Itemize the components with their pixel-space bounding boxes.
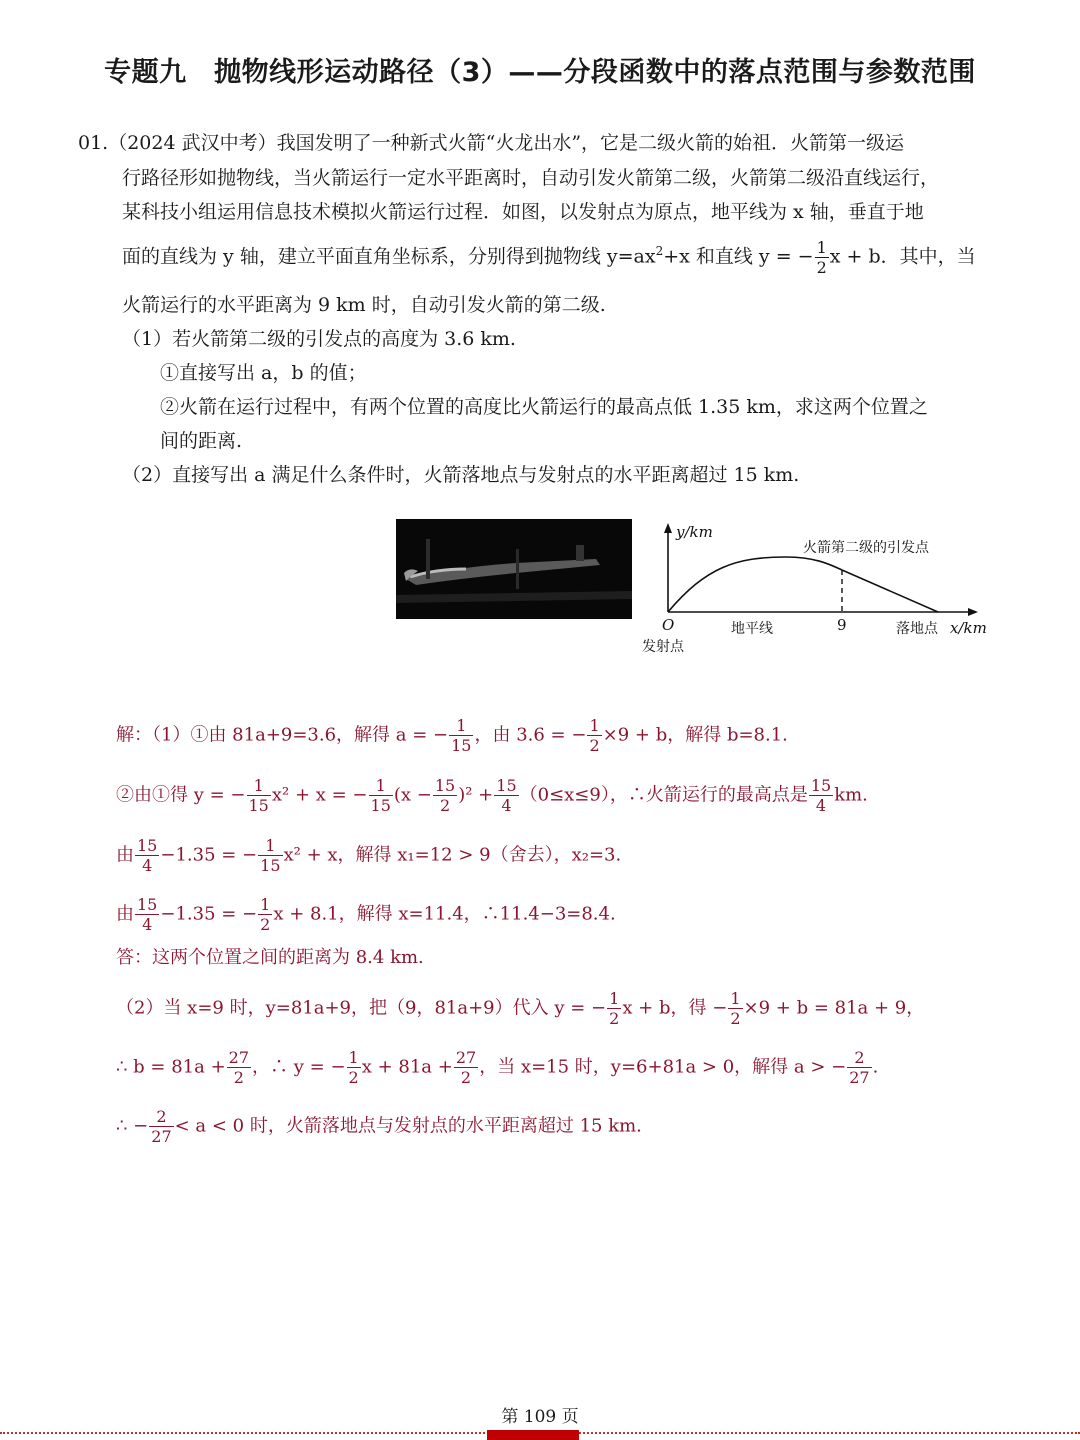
y-axis-label: y/km: [676, 523, 713, 541]
question-source: （2024 武汉中考）: [108, 132, 277, 154]
trajectory-figure: [636, 515, 996, 665]
question-part-1: （1）若火箭第二级的引发点的高度为 3.6 km.: [122, 328, 516, 350]
question-line-3: 某科技小组运用信息技术模拟火箭运行过程．如图，以发射点为原点，地平线为 x 轴，垂直于地: [122, 201, 924, 223]
question-part-1b: ②火箭在运行过程中，有两个位置的高度比火箭运行的最高点低 1.35 km，求这两个位置之: [160, 396, 928, 418]
second-stage-line: [842, 570, 938, 612]
question-number: 01.: [78, 132, 109, 154]
question-part-1b-cont: 间的距离.: [160, 430, 243, 452]
x-axis-label: x/km: [950, 619, 987, 637]
question-line-5: 火箭运行的水平距离为 9 km 时，自动引发火箭的第二级.: [122, 294, 606, 316]
question-part-1a: ①直接写出 a，b 的值；: [160, 362, 367, 384]
page-number: 第 109 页: [501, 1407, 579, 1427]
question-part-2: （2）直接写出 a 满足什么条件时，火箭落地点与发射点的水平距离超过 15 km.: [122, 464, 800, 486]
launch-label: 发射点: [642, 639, 684, 655]
solution-line-6: （2）当 x=9 时，y=81a+9，把（9，81a+9）代入 y = − $\frac{1}{2}$ x + b，得 − $\frac{1}{2}$ ×9 + b = 81a + 9，: [116, 989, 925, 1028]
question-line-1: 01.（2024 武汉中考）我国发明了一种新式火箭“火龙出水”，它是二级火箭的始祖．火箭第一级运: [78, 132, 905, 154]
fraction-1-2: $\frac{1}{2}$: [816, 238, 827, 277]
solution-line-1: 解：（1）①由 81a+9=3.6，解得 a = − $\frac{1}{15}$ ，由 3.6 = − $\frac{1}{2}$ ×9 + b，解得 b=8.1.: [116, 716, 788, 755]
solution-line-3: 由 $\frac{15}{4}$ −1.35 = − $\frac{1}{15}$ x² + x，解得 x₁=12 > 9（舍去），x₂=3.: [116, 836, 622, 875]
solution-line-4: 由 $\frac{15}{4}$ −1.35 = − $\frac{1}{2}$ x + 8.1，解得 x=11.4，∴11.4−3=8.4.: [116, 895, 616, 934]
question-line-2: 行路径形如抛物线，当火箭运行一定水平距离时，自动引发火箭第二级，火箭第二级沿直线运行，: [122, 167, 940, 189]
solution-line-7: ∴ b = 81a + $\frac{27}{2}$ ，∴ y = − $\frac{1}{2}$ x + 81a + $\frac{27}{2}$ ，当 x=15 时，y=6+81a > 0，解得 a > − $\frac{2}{27}$ .: [116, 1048, 879, 1087]
horizon-label: 地平线: [731, 621, 773, 637]
question-line-4: 面的直线为 y 轴，建立平面直角坐标系，分别得到抛物线 $y=ax^2+x$ 和直线 y = − $\frac{1}{2}$ x + b．其中，当: [122, 238, 976, 277]
rocket-photo: [396, 519, 632, 619]
page-title: 专题九 抛物线形运动路径（3）——分段函数中的落点范围与参数范围: [104, 57, 976, 88]
tick-9-label: 9: [837, 616, 847, 634]
trigger-label: 火箭第二级的引发点: [803, 540, 929, 556]
footer-red-bar: [487, 1430, 579, 1440]
solution-answer: 答：这两个位置之间的距离为 8.4 km.: [116, 947, 424, 968]
solution-line-2: ②由①得 y = − $\frac{1}{15}$ x² + x = − $\frac{1}{15}$ (x − $\frac{15}{2}$ )² + $\frac{15}{4}$ （0≤x≤9），∴火箭运行的最高点是 $\frac{15}{4}$ km.: [116, 776, 868, 815]
landing-label: 落地点: [896, 621, 938, 637]
parabola-curve: [668, 557, 842, 612]
y-axis-arrow: [664, 523, 672, 533]
x-axis-arrow: [968, 608, 978, 616]
origin-label: O: [662, 616, 675, 634]
solution-line-8: ∴ − $\frac{2}{27}$ < a < 0 时，火箭落地点与发射点的水平距离超过 15 km.: [116, 1107, 642, 1146]
